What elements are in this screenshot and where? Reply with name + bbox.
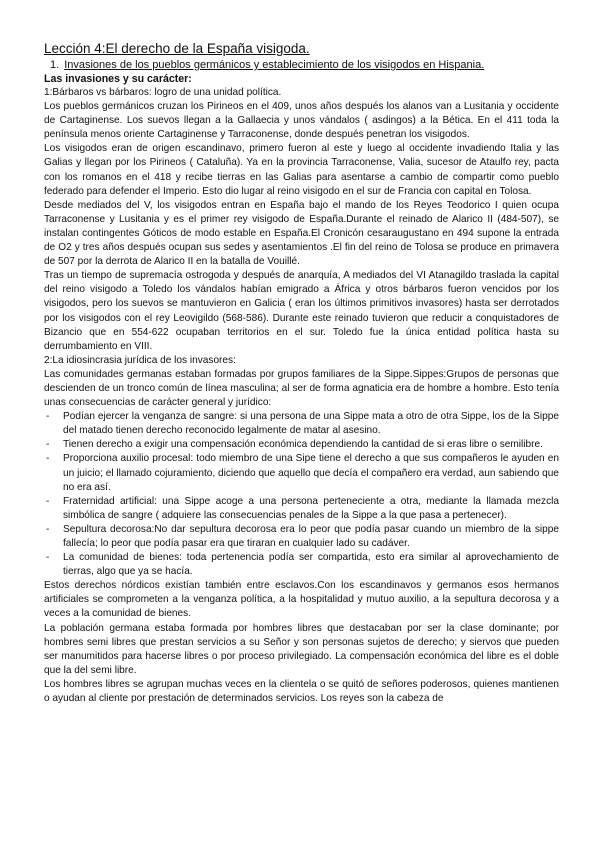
list-item: - Tienen derecho a exigir una compensación económica dependiendo la cantidad de si eras libre o semilibre. [44, 438, 559, 452]
paragraph: La población germana estaba formada por hombres libres que destacaban por ser la clase dominante; por hombres semi libres que prestan servicios a su Señor y son personas sujetos de derecho; y siervos que pueden ser manumitidos para hacerse libres o por proceso privilegiado. La compensación económica del libre es el doble que la del semi libre. [44, 622, 559, 676]
subheading: Las invasiones y su carácter: [44, 73, 192, 85]
paragraph: 2:La idiosincrasia jurídica de los invasores: [44, 354, 236, 366]
paragraph: Las comunidades germanas estaban formadas por grupos familiares de la Sippe.Sippes:Grupos de personas que descienden de un tronco común de línea masculina; al ser de forma agnaticia era de hombre a hombre. Esto tenía unas consecuencias de carácter general y jurídico: [44, 368, 559, 409]
list-item: - Proporciona auxilio procesal: todo miembro de una Sipe tiene el derecho a que sus compañeros le ayuden en un juicio; el llamado cojuramiento, diciendo que aquello que decía el compañero era verdad, aun sabiendo que no era así. [44, 452, 559, 494]
paragraph: Estos derechos nórdicos existían también entre esclavos.Con los escandinavos y germanos esos hermanos artificiales se comprometen a la venganza política, a la hospitalidad y mutuo auxilio, a la sepultura decorosa y a veces a la comunidad de bienes. [44, 580, 559, 620]
paragraph: Los visigodos eran de origen escandinavo, primero fueron al este y luego al occidente invadiendo Italia y las Galias y llegan por los Pirineos ( Cataluña). Ya en la provincia Tarraconense, Valia, sucesor de Ataulfo rey, pacta con los romanos en el 418 y recibe tierras en las Galias para asentarse a cambio de compartir como pueblo federado para defender el Imperio. Esto dio lugar al reino visigodo en el sur de Francia con capital en Tolosa. [44, 143, 559, 197]
paragraph: Los hombres libres se agrupan muchas veces en la clientela o se quitó de señores poderosos, quienes mantienen o ayudan al cliente por prestación de determinados servicios. Los reyes son la cabeza de [44, 678, 559, 705]
document-page [44, 40, 559, 706]
paragraph: Desde mediados del V, los visigodos entran en España bajo el mando de los Reyes Teodorico I quien ocupa Tarraconense y Lusitania y es el primer rey visigodo de España.Durante el reinado de Alarico II (484-507), se instalan contingentes Góticos de modo estable en España.El Cronicón cesaraugustano en 494 supone la entrada de O2 y tres años después ocupan sus sedes y asentamientos .El fin del reino de Tolosa se produce en primavera de 507 por la derrota de Alarico II en la batalla de Vouillé. [44, 199, 559, 268]
lesson-title: Lección 4:El derecho de la España visigoda. [44, 41, 310, 56]
list-item: - Fraternidad artificial: una Sippe acoge a una persona perteneciente a otra, mediante la llamada mezcla simbólica de sangre ( adquiere las consecuencias penales de la Sippe a la que pasa a pertenecer). [44, 495, 559, 523]
paragraph: Tras un tiempo de supremacía ostrogoda y después de anarquía, A mediados del VI Atanagildo traslada la capital del reino visigodo a Toledo los vándalos habían emigrado a África y otros bárbaros fueron vencidos por los visigodos, pero los suevos se mantuvieron en Galicia ( eran los últimos primitivos invasores) hasta ser derrotados por los visigodos con el rey Leovigildo (568-586). Durante este reinado tuvieron que reducir a conquistadores de Bizancio que en 554-622 ocupaban territorios en el sur. Toledo fue la única entidad política hasta su derrumbamiento en VIII. [44, 270, 559, 352]
list-item: - La comunidad de bienes: toda pertenencia podía ser compartida, esto era similar al aprovechamiento de tierras, algo que ya se hacía. [44, 551, 559, 579]
section-heading [50, 58, 559, 72]
paragraph: 1:Bárbaros vs bárbaros: logro de una unidad política. [44, 87, 282, 98]
section-title: Invasiones de los pueblos germánicos y establecimiento de los visigodos en Hispania. [64, 59, 485, 71]
paragraph: Los pueblos germánicos cruzan los Pirineos en el 409, unos años después los alanos van a Lusitania y occidente de Cartaginense. Los suevos llegan a la Gallaecia y unos vándalos ( asdingos) a la Bética. En el 411 toda la península menos oriente Cartaginense y Tarraconense, donde después penetran los visigodos. [44, 101, 559, 141]
consequences-list [44, 410, 559, 579]
list-item: - Sepultura decorosa:No dar sepultura decorosa era lo peor que podía pasar cuando un miembro de la sippe fallecía; lo peor que podía pasar era que tiraran en cualquier lado su cadáver. [44, 523, 559, 551]
list-item: - Podían ejercer la venganza de sangre: si una persona de una Sippe mata a otro de otra Sippe, los de la Sippe del matado tienen derecho reconocido legalmente de matar al asesino. [44, 410, 559, 438]
section-number: 1. [50, 59, 60, 71]
